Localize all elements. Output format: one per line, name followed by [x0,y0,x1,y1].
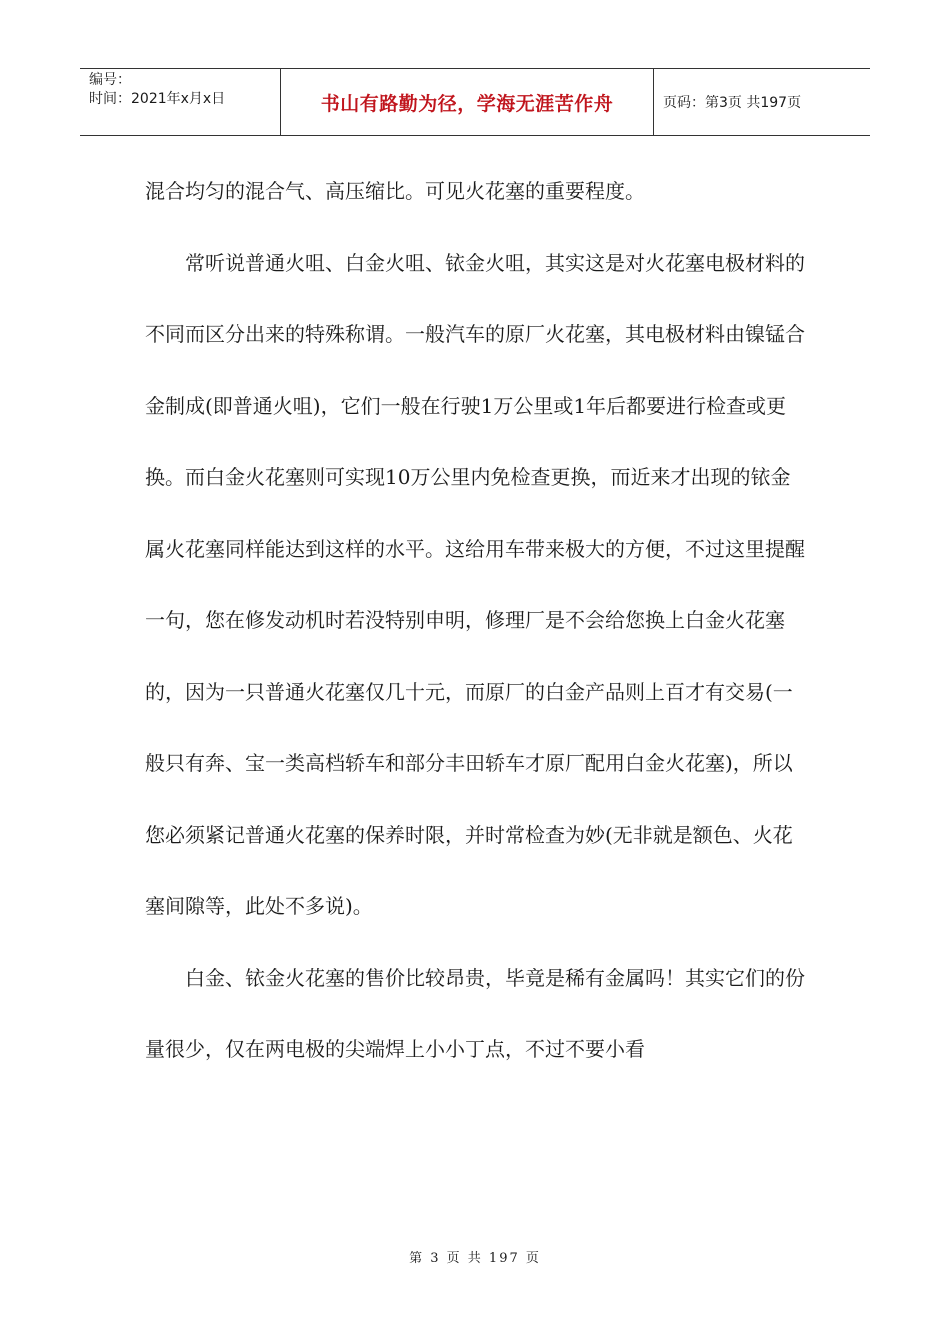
header-page-info: 页码：第3页 共197页 [663,95,802,111]
paragraph-continued: 混合均匀的混合气、高压缩比。可见火花塞的重要程度。 [145,179,645,203]
document-time-label: 时间：2021年x月x日 [89,91,226,107]
header-meta [80,69,281,135]
paragraph-spark-plug-price: 白金、铱金火花塞的售价比较昂贵，毕竟是稀有金属吗！其实它们的份量很少，仅在两电极的尖端焊上小小丁点，不过不要小看 [145,965,805,1061]
document-body [145,156,810,1086]
header-motto: 书山有路勤为径，学海无涯苦作舟 [281,69,654,135]
document-number-label: 编号： [89,72,131,88]
page-footer: 第 3 页 共 197 页 [409,1251,541,1266]
document-header [80,68,870,136]
paragraph-spark-plug-types: 常听说普通火咀、白金火咀、铱金火咀，其实这是对火花塞电极材料的不同而区分出来的特殊称谓。一般汽车的原厂火花塞，其电极材料由镍锰合金制成(即普通火咀)，它们一般在行驶1万公里或1年后都要进行检查或更换。而白金火花塞则可实现10万公里内免检查更换，而近来才出现的铱金属火花塞同样能达到这样的水平。这给用车带来极大的方便，不过这里提醒一句，您在修发动机时若没特别申明，修理厂是不会给您换上白金火花塞的，因为一只普通火花塞仅几十元，而原厂的白金产品则上百才有交易(一般只有奔、宝一类高档轿车和部分丰田轿车才原厂配用白金火花塞)，所以您必须紧记普通火花塞的保养时限，并时常检查为妙(无非就是额色、火花塞间隙等，此处不多说)。 [145,250,805,918]
